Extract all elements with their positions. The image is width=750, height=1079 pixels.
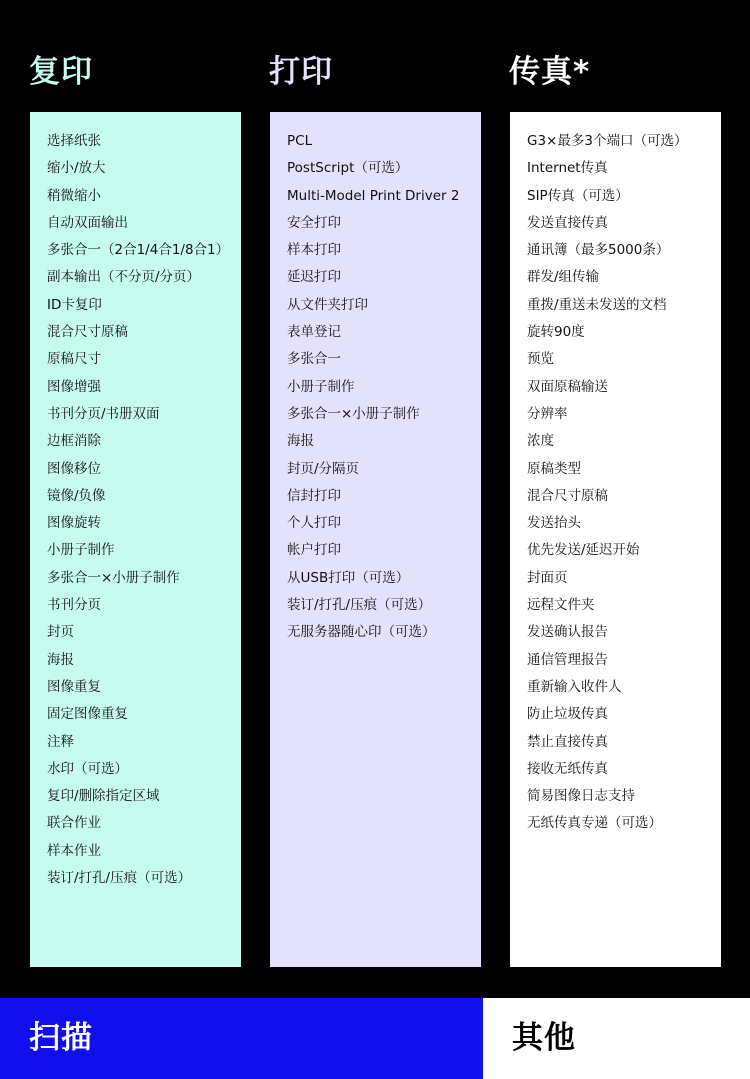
feature-item: 副本输出（不分页/分页）	[47, 269, 201, 286]
fax-feature-list	[527, 128, 721, 838]
feature-item: 多张合一	[287, 351, 341, 368]
copy-column-title: 复印	[29, 54, 93, 90]
feature-item: 原稿类型	[527, 460, 581, 477]
feature-item: 小册子制作	[47, 542, 115, 559]
feature-item: 表单登记	[287, 324, 341, 341]
feature-item: 多张合一×小册子制作	[287, 405, 420, 422]
feature-item: 水印（可选）	[47, 760, 128, 777]
feature-item: 多张合一（2合1/4合1/8合1）	[47, 242, 230, 259]
feature-item: 通讯簿（最多5000条）	[527, 242, 670, 259]
feature-item: 装订/打孔/压痕（可选）	[47, 870, 192, 887]
print-feature-panel	[270, 112, 481, 967]
feature-item: 从USB打印（可选）	[287, 569, 410, 586]
feature-item: 从文件夹打印	[287, 296, 368, 313]
feature-item: 防止垃圾传真	[527, 706, 608, 723]
print-column-title: 打印	[269, 54, 333, 90]
feature-item: 选择纸张	[47, 133, 101, 149]
feature-item: 安全打印	[287, 214, 341, 231]
feature-item: 自动双面输出	[47, 214, 128, 231]
feature-item: 封页/分隔页	[287, 460, 360, 477]
feature-item: 稍微缩小	[47, 187, 101, 204]
feature-item: PostScript（可选）	[287, 160, 409, 177]
feature-item: 混合尺寸原稿	[527, 487, 608, 504]
feature-item: 重新输入收件人	[527, 678, 622, 695]
feature-item: PCL	[287, 133, 313, 149]
feature-item: 发送确认报告	[527, 624, 608, 641]
other-section-bar	[483, 998, 750, 1079]
feature-item: 小册子制作	[287, 378, 355, 395]
feature-item: 样本作业	[47, 842, 101, 859]
feature-item: 预览	[527, 351, 554, 368]
feature-item: 图像旋转	[47, 515, 101, 532]
other-section-title: 其他	[512, 1020, 576, 1056]
feature-item: 个人打印	[287, 515, 341, 532]
feature-item: 多张合一×小册子制作	[47, 569, 180, 586]
feature-item: SIP传真（可选）	[527, 187, 629, 204]
feature-item: 图像增强	[47, 378, 101, 395]
feature-item: Multi-Model Print Driver 2	[287, 187, 460, 204]
feature-item: 重拨/重送未发送的文档	[527, 296, 667, 313]
feature-item: 封面页	[527, 569, 568, 586]
scan-section-title: 扫描	[29, 1020, 93, 1056]
feature-item: 固定图像重复	[47, 706, 128, 723]
fax-feature-panel	[510, 112, 721, 967]
copy-feature-list	[47, 128, 241, 892]
feature-item: 注释	[47, 733, 74, 750]
feature-item: 缩小/放大	[47, 160, 106, 177]
feature-item: 书刊分页	[47, 597, 101, 614]
feature-item: 镜像/负像	[47, 487, 106, 504]
feature-item: 分辨率	[527, 405, 568, 422]
feature-item: 联合作业	[47, 815, 101, 832]
feature-item: 远程文件夹	[527, 597, 595, 614]
feature-item: 原稿尺寸	[47, 351, 101, 368]
feature-item: 延迟打印	[287, 269, 341, 286]
feature-item: 禁止直接传真	[527, 733, 608, 750]
feature-item: 发送抬头	[527, 515, 581, 532]
feature-item: 通信管理报告	[527, 651, 608, 668]
feature-item: 海报	[47, 651, 74, 668]
feature-item: 边框消除	[47, 433, 101, 450]
feature-item: Internet传真	[527, 160, 608, 177]
feature-item: 无纸传真专递（可选）	[527, 815, 662, 832]
feature-item: 接收无纸传真	[527, 760, 608, 777]
feature-item: 浓度	[527, 433, 554, 450]
feature-item: 书刊分页/书册双面	[47, 405, 160, 422]
print-feature-list	[287, 128, 481, 647]
feature-item: 旋转90度	[527, 324, 585, 341]
feature-item: 简易图像日志支持	[527, 788, 635, 805]
scan-section-bar	[0, 998, 483, 1079]
feature-item: 装订/打孔/压痕（可选）	[287, 597, 432, 614]
feature-item: G3×最多3个端口（可选）	[527, 133, 688, 149]
copy-feature-panel	[30, 112, 241, 967]
feature-item: 双面原稿输送	[527, 378, 608, 395]
feature-item: 海报	[287, 433, 314, 450]
feature-item: 封页	[47, 624, 74, 641]
feature-item: 发送直接传真	[527, 214, 608, 231]
feature-item: 信封打印	[287, 487, 341, 504]
feature-item: ID卡复印	[47, 296, 102, 313]
feature-item: 群发/组传输	[527, 269, 600, 286]
feature-item: 混合尺寸原稿	[47, 324, 128, 341]
fax-column-title: 传真*	[509, 54, 591, 90]
feature-item: 复印/删除指定区域	[47, 788, 160, 805]
feature-item: 无服务器随心印（可选）	[287, 624, 436, 641]
feature-item: 图像重复	[47, 678, 101, 695]
feature-item: 样本打印	[287, 242, 341, 259]
feature-item: 图像移位	[47, 460, 101, 477]
feature-item: 帐户打印	[287, 542, 341, 559]
feature-item: 优先发送/延迟开始	[527, 542, 640, 559]
